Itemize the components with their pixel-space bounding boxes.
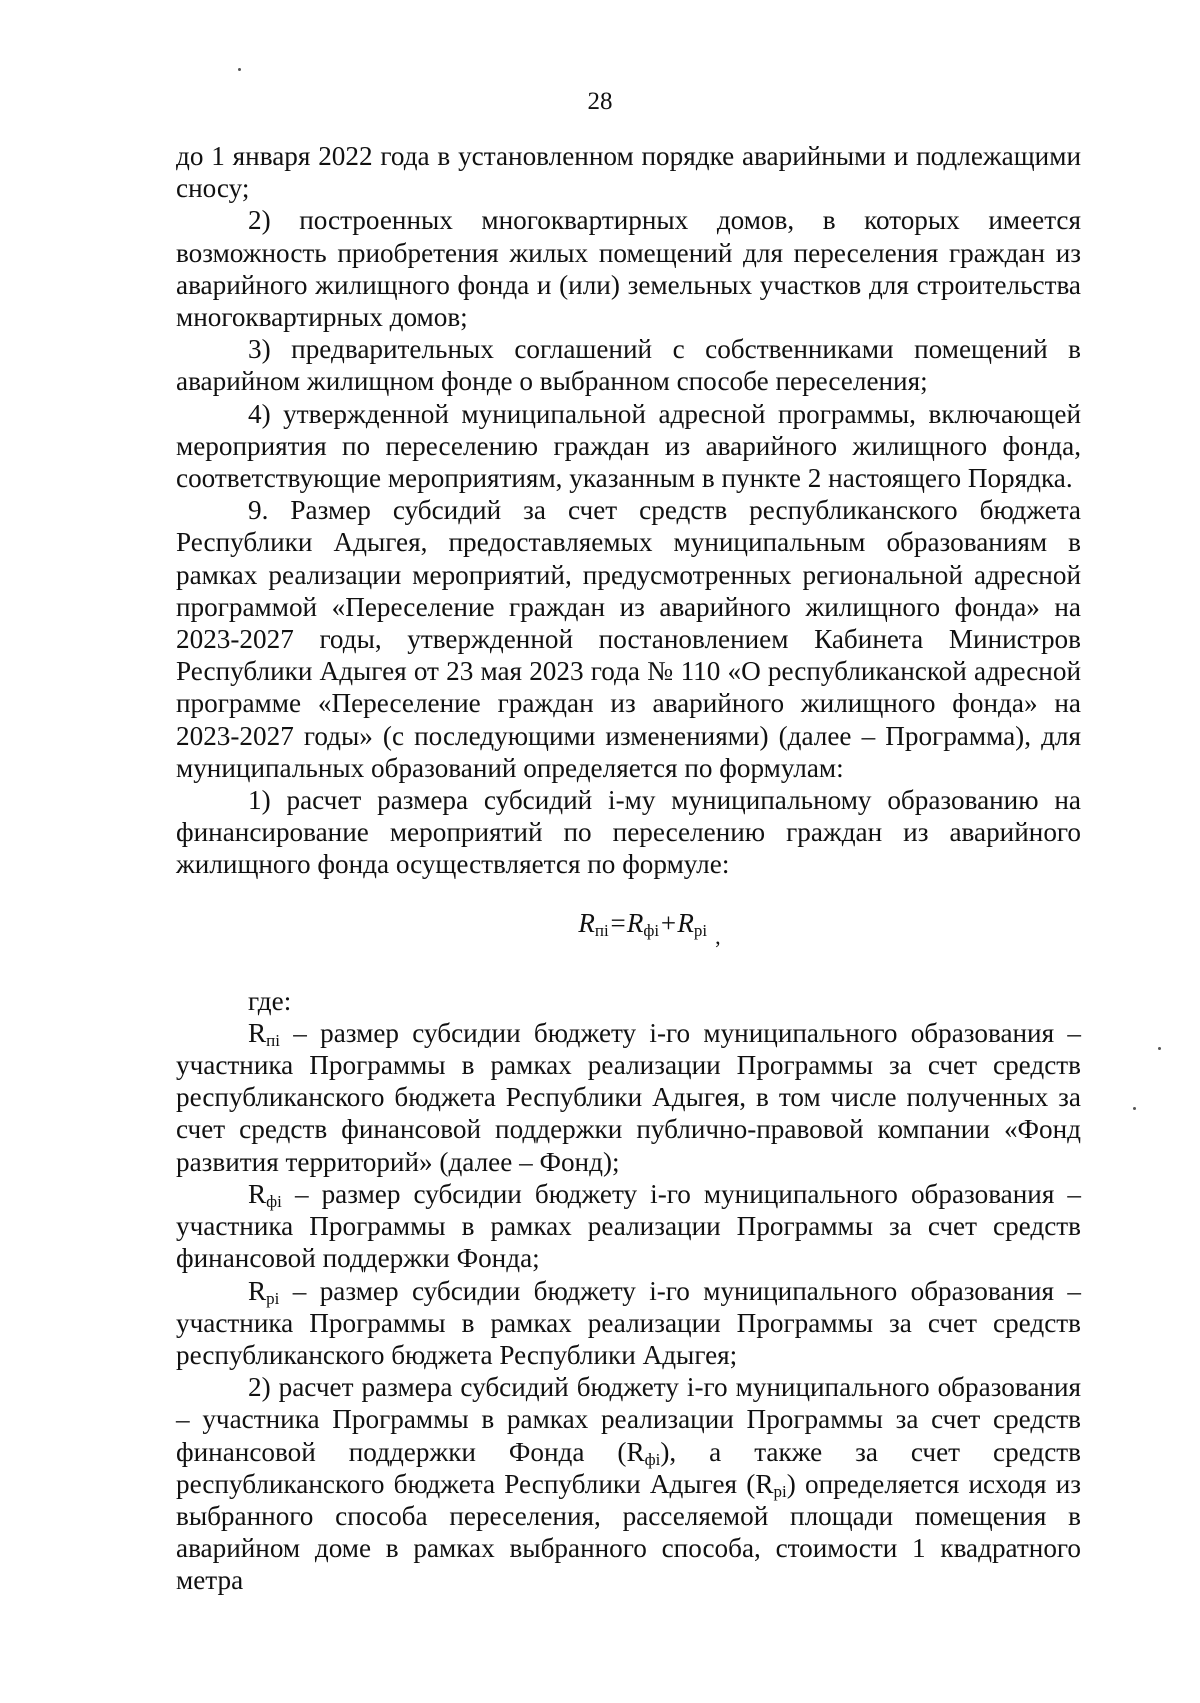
formula: [176, 901, 1081, 949]
paragraph-subitem-1: 1) расчет размера субсидий i-му муниципальному образованию на финансирование мероприятий по переселению граждан из аварийного жилищного фонда осуществляется по формуле:: [176, 785, 1081, 880]
definition-r-pi: $R_{пi}$ – размер субсидии бюджету i-го муниципального образования – участника Программы в рамках реализации Программы за счет средств республиканского бюджета Республики Адыгея, в том числе полученных за счет средств финансовой поддержки публично-правовой компании «Фонд развития территорий» (далее – Фонд);: [176, 1017, 1081, 1177]
paragraph-item-3: 3) предварительных соглашений с собственниками помещений в аварийном жилищном фонде о выбранном способе переселения;: [176, 334, 1081, 397]
formula-plus: +: [659, 907, 678, 938]
formula-comma: ,: [715, 923, 721, 949]
scan-speck: [1158, 1047, 1161, 1050]
paragraph-item-4: 4) утвержденной муниципальной адресной программы, включающей мероприятия по переселению граждан из аварийного жилищного фонда, соответствующие мероприятиям, указанным в пункте 2 настоящего Порядка.: [176, 398, 1081, 494]
formula-term-1: $R_{фi}$: [626, 907, 660, 940]
scan-speck: [238, 68, 241, 71]
page-number: 28: [587, 88, 613, 115]
formula-equals: =: [608, 907, 627, 938]
document-body: [176, 140, 1081, 1597]
definition-r-fi: $R_{фi}$ – размер субсидии бюджету i-го муниципального образования – участника Программы в рамках реализации Программы за счет средств финансовой поддержки Фонда;: [176, 1178, 1081, 1274]
paragraph-continuation: до 1 января 2022 года в установленном порядке аварийными и подлежащими сносу;: [176, 141, 1081, 204]
scan-speck: [1133, 1107, 1136, 1110]
paragraph-section-9: 9. Размер субсидий за счет средств республиканского бюджета Республики Адыгея, предоставляемых муниципальным образованиям в рамках реализации мероприятий, предусмотренных региональной адресной программой «Переселение граждан из аварийного жилищного фонда» на 2023-2027 годы, утвержденной постановлением Кабинета Министров Республики Адыгея от 23 мая 2023 года № 110 «О республиканской адресной программе «Переселение граждан из аварийного жилищного фонда» на 2023-2027 годы» (с последующими изменениями) (далее – Программа), для муниципальных образований определяется по формулам:: [176, 495, 1081, 783]
paragraph-subitem-2: 2) расчет размера субсидий бюджету i-го муниципального образования – участника Программы в рамках реализации Программы за счет средств финансовой поддержки Фонда $(R_{фi})$, а также за счет средств республиканского бюджета Республики Адыгея $(R_{pi})$ определяется исходя из выбранного способа переселения, расселяемой площади помещения в аварийном доме в рамках выбранного способа, стоимости 1 квадратного метра: [176, 1372, 1081, 1596]
definition-r-ri: $R_{pi}$ – размер субсидии бюджету i-го муниципального образования – участника Программы в рамках реализации Программы за счет средств республиканского бюджета Республики Адыгея;: [176, 1275, 1081, 1370]
where-label: где:: [248, 985, 292, 1016]
paragraph-item-2: 2) построенных многоквартирных домов, в которых имеется возможность приобретения жилых помещений для переселения граждан из аварийного жилищного фонда и (или) земельных участков для строительства многоквартирных домов;: [176, 205, 1081, 333]
formula-lhs: $R_{пi}$: [578, 907, 609, 940]
formula-term-2: $R_{pi}$: [677, 907, 708, 940]
